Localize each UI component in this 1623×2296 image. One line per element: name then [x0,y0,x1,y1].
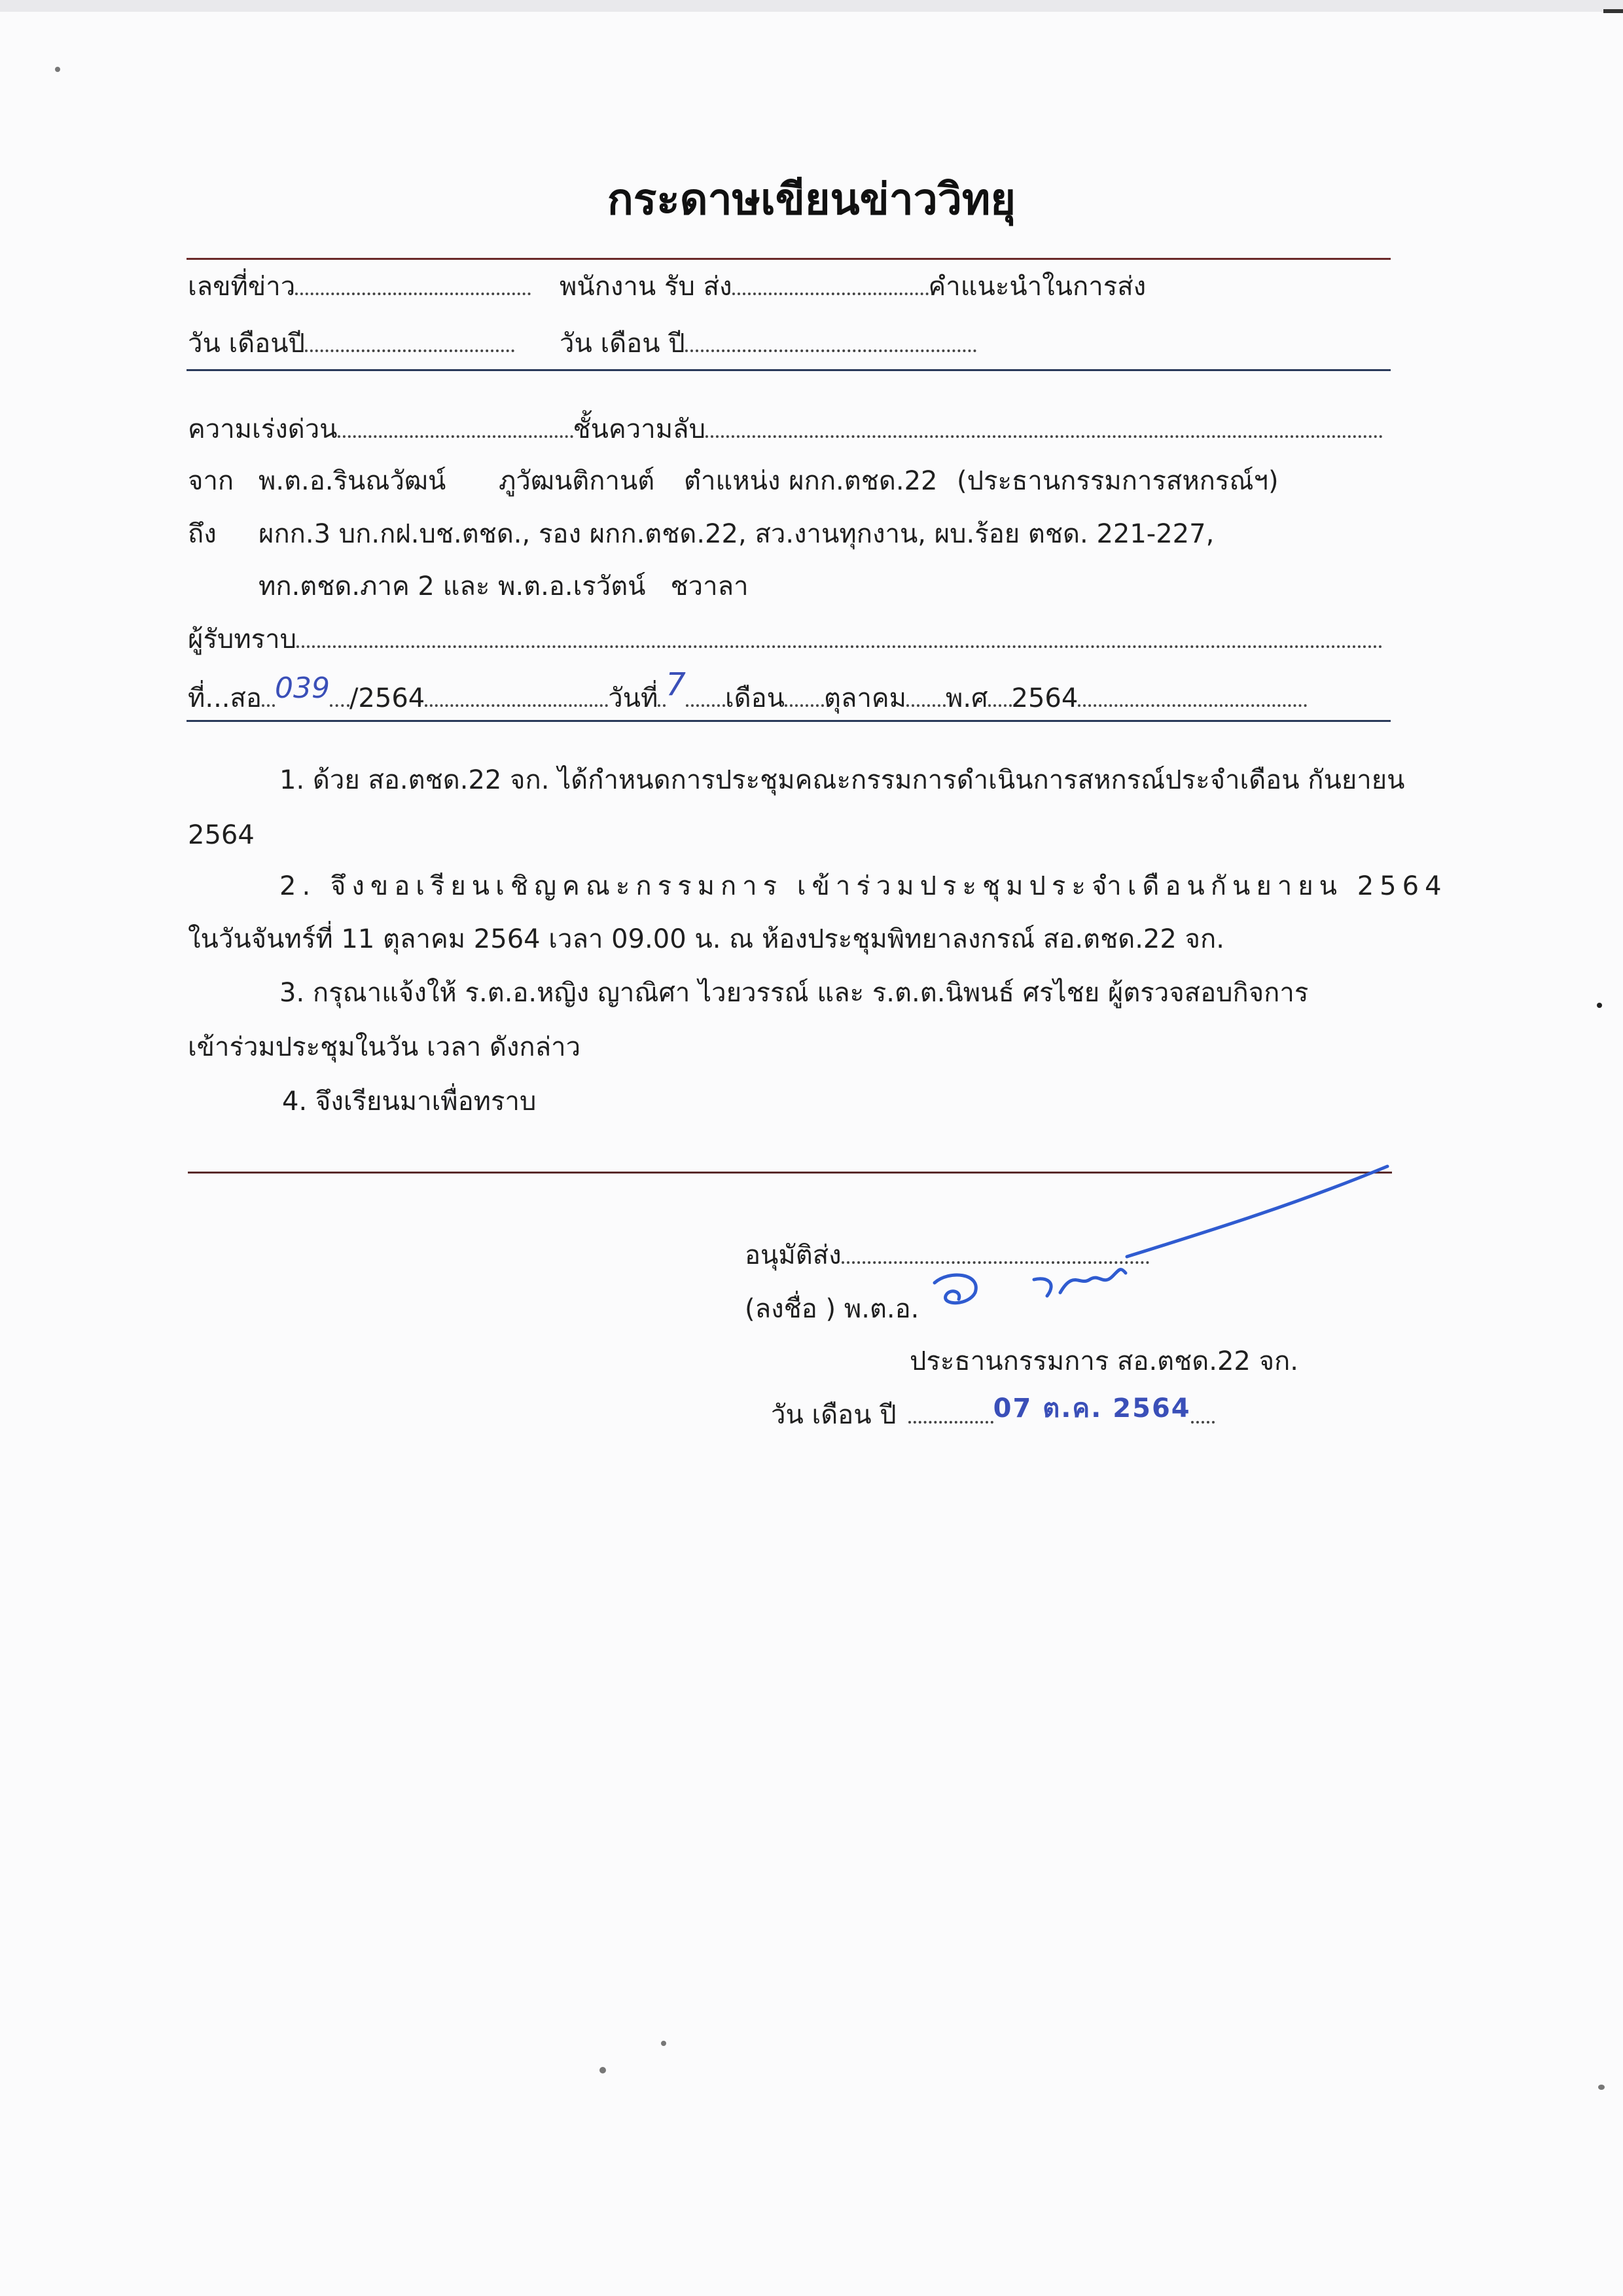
from-surname: ภูวัฒนติกานต์ [499,466,655,496]
to-line-1: ผกก.3 บก.กฝ.บช.ตชด., รอง ผกก.ตชด.22, สว.งานทุกงาน, ผบ.ร้อย ตชด. 221-227, [259,519,1215,549]
to-line-2-name: ชวาลา [670,571,749,601]
signature-pen-line [1127,1166,1387,1257]
ref-year: /2564 [349,683,425,713]
paragraph-1-line-2: 2564 [188,820,255,850]
news-number-label: เลขที่ข่าว [188,272,296,302]
scan-speck [599,2067,606,2073]
paragraph-2-line-1: 2. จึงขอเรียนเชิญคณะกรรมการ เข้าร่วมประชุมประจำเดือนกันยายน 2564 [279,871,1448,901]
month-value: ตุลาคม [823,683,907,713]
approval-date-stamp: 07 ต.ค. 2564 [993,1393,1191,1424]
to-label: ถึง [188,519,217,549]
from-label: จาก [188,466,234,496]
scan-speck [1597,1003,1602,1008]
scan-speck [55,67,60,72]
date-label-right: วัน เดือน ปี [560,329,685,359]
recipient-label: ผู้รับทราบ [188,624,297,655]
scan-speck [1598,2085,1605,2090]
month-label: เดือน [724,683,785,713]
sign-label: (ลงชื่อ ) พ.ต.อ. [745,1294,919,1324]
era-label: พ.ศ [946,683,988,713]
page-title: กระดาษเขียนข่าววิทยุ [607,174,1016,224]
to-line-2-text: ทก.ตชด.ภาค 2 และ พ.ต.อ.เรวัตน์ [259,571,646,601]
paragraph-2-line-2: ในวันจันทร์ที่ 11 ตุลาคม 2564 เวลา 09.00 น. ณ ห้องประชุมพิทยาลงกรณ์ สอ.ตชด.22 จก. [188,924,1224,954]
approve-dots [842,1257,1149,1264]
signature-scribble [1034,1270,1126,1296]
approval-date-label: วัน เดือน ปี [771,1400,897,1430]
from-name: พ.ต.อ.รินณวัฒน์ [259,466,446,496]
approve-row [745,1242,1149,1268]
paragraph-1-line-1: 1. ด้วย สอ.ตชด.22 จก. ได้กำหนดการประชุมคณะกรรมการดำเนินการสหกรณ์ประจำเดือน กันยายน [279,765,1405,795]
urgency-label: ความเร่งด่วน [188,414,338,444]
year-value: 2564 [1011,683,1079,713]
operator-label: พนักงาน รับ ส่ง [560,272,732,302]
approval-date-row [771,1393,1215,1430]
approve-label: อนุมัติส่ง [745,1240,842,1270]
day-value-handwritten: 7 [666,666,686,703]
ref-number-handwritten: 039 [274,672,330,705]
paragraph-4: 4. จึงเรียนมาเพื่อทราบ [282,1086,537,1117]
advice-label: คำแนะนำในการส่ง [928,272,1147,302]
signer-title: ประธานกรรมการ สอ.ตชด.22 จก. [910,1346,1298,1376]
paragraph-3-line-2: เข้าร่วมประชุมในวัน เวลา ดังกล่าว [188,1032,581,1062]
day-label: วันที่ [608,683,658,713]
ref-prefix: ที่...สอ [188,683,262,713]
scan-speck [661,2041,666,2046]
from-role: (ประธานกรรมการสหกรณ์ฯ) [957,466,1279,496]
secrecy-label: ชั้นความลับ [573,414,705,444]
paragraph-3-line-1: 3. กรุณาแจ้งให้ ร.ต.อ.หญิง ญาณิศา ไวยวรรณ์ และ ร.ต.ต.นิพนธ์ ศรไชย ผู้ตรวจสอบกิจการ [279,978,1309,1008]
from-position: ตำแหน่ง ผกก.ตชด.22 [684,466,938,496]
approval-date-dots-a [908,1417,993,1424]
signature-mark [935,1275,976,1303]
date-label-left: วัน เดือนปี [188,329,305,359]
approval-date-dots-b [1191,1417,1215,1424]
